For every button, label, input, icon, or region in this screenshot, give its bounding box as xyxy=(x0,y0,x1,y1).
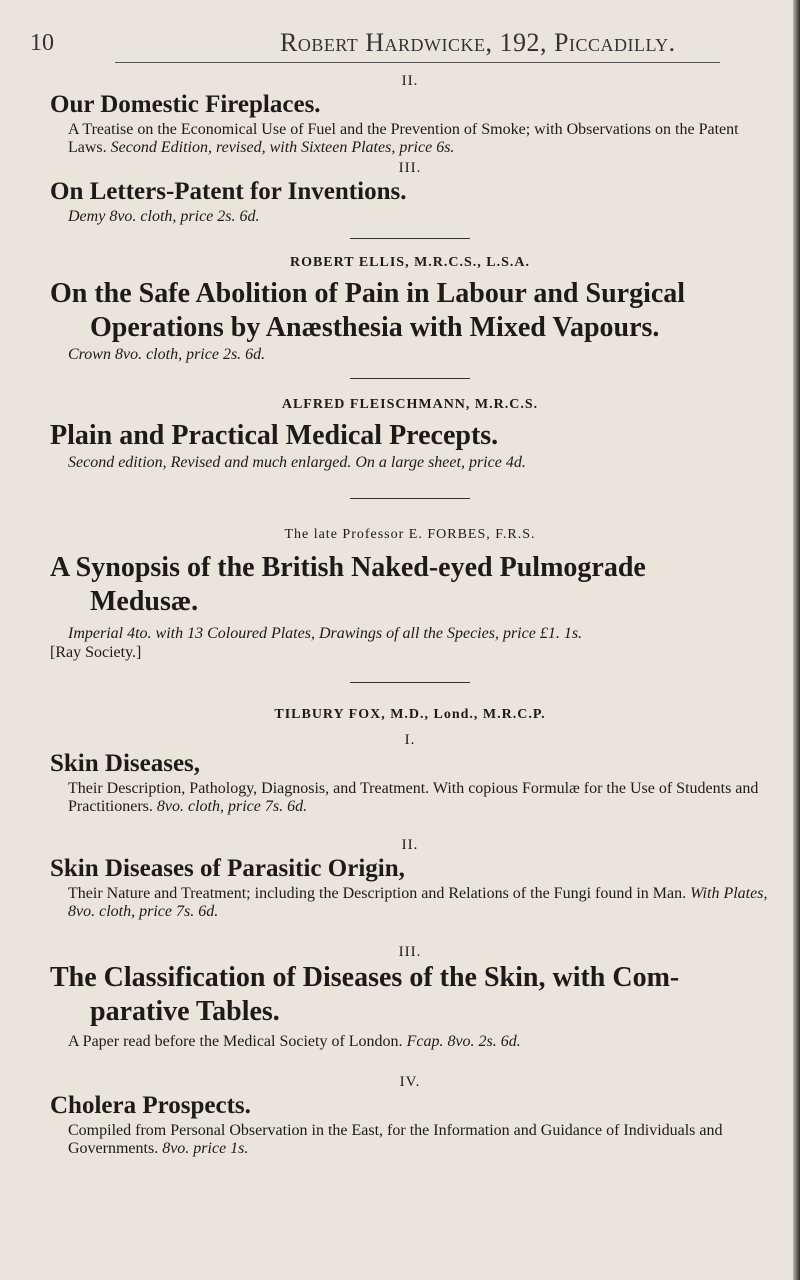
entry-description xyxy=(50,346,770,364)
title-line: A Synopsis of the British Naked-eyed Pulmograde xyxy=(50,552,646,583)
edition-price: 8vo. price 1s. xyxy=(162,1140,249,1157)
edition-price: With Plates, 8vo. cloth, price 7s. 6d. xyxy=(68,885,768,920)
author-name: The late Professor E. FORBES, F.R.S. xyxy=(284,527,536,542)
entry-description xyxy=(50,1122,770,1158)
description-text: Compiled from Personal Observation in the East, for the Information and Guidance of Individuals and Governments. xyxy=(68,1122,723,1157)
author-name: ALFRED FLEISCHMANN, M.R.C.S. xyxy=(281,397,539,412)
catalogue-content xyxy=(50,72,770,1158)
separator-rule xyxy=(350,238,470,239)
entry-description xyxy=(50,885,770,921)
entry-title: Our Domestic Fireplaces. xyxy=(50,91,321,118)
separator-rule xyxy=(350,378,470,379)
entry-title xyxy=(50,277,770,345)
description-text: Their Nature and Treatment; including the Description and Relations of the Fungi found in Man. xyxy=(68,885,687,902)
title-line: parative Tables. xyxy=(90,996,280,1027)
entry-description xyxy=(50,208,770,226)
entry-letters-patent xyxy=(50,159,770,226)
entry-description xyxy=(50,121,770,157)
entry-title: On Letters-Patent for Inventions. xyxy=(50,178,407,205)
title-line: Medusæ. xyxy=(90,586,199,617)
edition-price: Second edition, Revised and much enlarged. On a large sheet, price 4d. xyxy=(68,454,526,471)
edition-price: Crown 8vo. cloth, price 2s. 6d. xyxy=(68,346,266,363)
entry-title: Skin Diseases of Parasitic Origin, xyxy=(50,855,405,882)
entry-title: Cholera Prospects. xyxy=(50,1092,251,1119)
entry-numeral: III. xyxy=(398,944,422,960)
edition-price: Demy 8vo. cloth, price 2s. 6d. xyxy=(68,208,260,225)
entry-parasitic-skin-diseases xyxy=(50,836,770,921)
entry-numeral: III. xyxy=(398,160,422,176)
description-text: A Paper read before the Medical Society of London. xyxy=(68,1033,403,1050)
entry-title xyxy=(50,551,770,619)
entry-medical-precepts xyxy=(50,397,770,472)
entry-skin-diseases xyxy=(50,707,770,816)
entry-cholera-prospects xyxy=(50,1073,770,1158)
series-note xyxy=(50,644,770,662)
author-name: TILBURY FOX, M.D., Lond., M.R.C.P. xyxy=(274,707,546,722)
edition-price: Fcap. 8vo. 2s. 6d. xyxy=(406,1033,521,1050)
running-head xyxy=(30,28,760,64)
description-text: Their Description, Pathology, Diagnosis, and Treatment. With copious Formulæ for the Use of Students and Practitioners. xyxy=(68,780,759,815)
edition-price: 8vo. cloth, price 7s. 6d. xyxy=(156,798,308,815)
entry-title: Plain and Practical Medical Precepts. xyxy=(50,420,499,451)
entry-numeral: I. xyxy=(404,732,416,748)
entry-medusae-synopsis xyxy=(50,527,770,662)
author-name: ROBERT ELLIS, M.R.C.S., L.S.A. xyxy=(289,255,531,270)
entry-description xyxy=(50,625,770,643)
entry-domestic-fireplaces xyxy=(50,72,770,157)
edition-price: Second Edition, revised, with Sixteen Plates, price 6s. xyxy=(110,139,455,156)
entry-numeral: II. xyxy=(401,837,419,853)
page-edge-shadow xyxy=(793,0,800,1280)
running-title: Robert Hardwicke, 192, Piccadilly. xyxy=(280,28,676,57)
separator-rule xyxy=(350,498,470,499)
entry-title: Skin Diseases, xyxy=(50,750,201,777)
society-name: [Ray Society.] xyxy=(50,644,142,661)
header-rule xyxy=(115,62,720,63)
page-number: 10 xyxy=(30,30,54,56)
entry-numeral: IV. xyxy=(399,1074,421,1090)
entry-skin-classification xyxy=(50,943,770,1051)
entry-numeral: II. xyxy=(401,73,419,89)
entry-description xyxy=(50,454,770,472)
edition-price: Imperial 4to. with 13 Coloured Plates, Drawings of all the Species, price £1. 1s. xyxy=(68,625,583,642)
entry-title xyxy=(50,961,770,1029)
entry-safe-abolition-of-pain xyxy=(50,255,770,364)
entry-description xyxy=(50,780,770,816)
title-line: Operations by Anæsthesia with Mixed Vapours. xyxy=(90,312,660,343)
title-line: On the Safe Abolition of Pain in Labour and Surgical xyxy=(50,278,686,309)
description-text: A Treatise on the Economical Use of Fuel and the Prevention of Smoke; with Observations on the Patent Laws. xyxy=(68,121,739,156)
separator-rule xyxy=(350,682,470,683)
title-line: The Classification of Diseases of the Skin, with Com- xyxy=(50,962,680,993)
entry-description xyxy=(50,1033,770,1051)
